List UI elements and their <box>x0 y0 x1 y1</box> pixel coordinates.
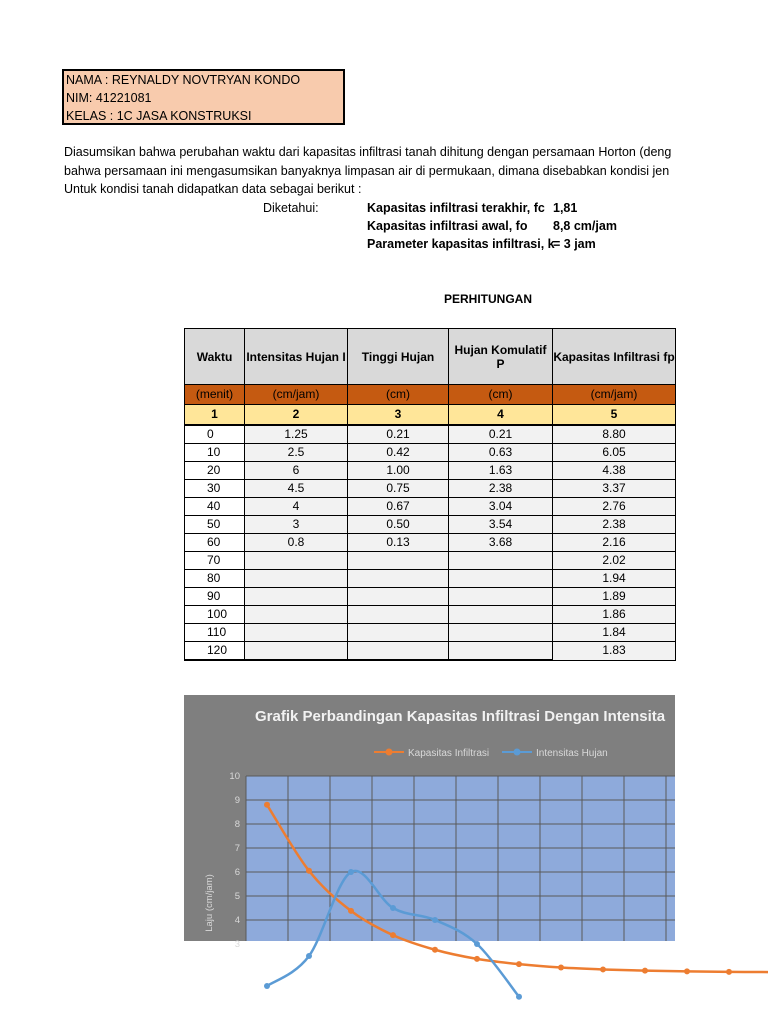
student-nim: NIM: 41221081 <box>66 91 152 105</box>
table-cell: 2.38 <box>449 480 553 498</box>
number-cell: 3 <box>348 405 449 426</box>
table-cell: 2.5 <box>245 444 348 462</box>
y-tick-label: 8 <box>234 819 240 830</box>
table-row <box>185 534 676 552</box>
unit-cell: (cm/jam) <box>245 385 348 405</box>
table-header-row <box>185 329 676 385</box>
table-cell: 40 <box>185 498 245 516</box>
unit-cell: (cm/jam) <box>553 385 676 405</box>
table-cell <box>348 624 449 642</box>
y-tick-label: 5 <box>234 891 240 902</box>
table-cell <box>449 642 553 661</box>
data-point <box>264 802 270 808</box>
table-cell: 0 <box>185 425 245 444</box>
y-tick-label: 9 <box>234 795 240 806</box>
table-cell: 3 <box>245 516 348 534</box>
unit-cell: (cm) <box>449 385 553 405</box>
table-cell: 1.84 <box>553 624 676 642</box>
description-paragraph <box>64 143 675 199</box>
table-cell: 90 <box>185 588 245 606</box>
identity-box <box>62 69 345 125</box>
header-intensitas: Intensitas Hujan I <box>245 329 348 385</box>
data-point <box>600 966 606 972</box>
unit-cell: (cm) <box>348 385 449 405</box>
table-row <box>185 425 676 444</box>
data-point <box>474 956 480 962</box>
table-cell: 0.75 <box>348 480 449 498</box>
table-cell: 0.8 <box>245 534 348 552</box>
table-cell: 4.5 <box>245 480 348 498</box>
data-point <box>348 869 354 875</box>
known-fc-value: 1,81 <box>553 201 578 215</box>
table-cell: 2.02 <box>553 552 676 570</box>
table-row <box>185 480 676 498</box>
table-cell: 50 <box>185 516 245 534</box>
table-cell: 1.94 <box>553 570 676 588</box>
y-tick-label: 4 <box>234 915 240 926</box>
legend-marker <box>514 749 521 756</box>
table-cell <box>449 606 553 624</box>
header-komulatif: Hujan Komulatif P <box>449 329 553 385</box>
known-fo-value: 8,8 cm/jam <box>553 219 617 233</box>
paragraph-line-1: Diasumsikan bahwa perubahan waktu dari kapasitas infiltrasi tanah dihitung dengan persamaan Horton (deng <box>64 145 672 159</box>
table-cell: 0.67 <box>348 498 449 516</box>
table-cell <box>449 570 553 588</box>
paragraph-line-3: Untuk kondisi tanah didapatkan data sebagai berikut : <box>64 182 362 196</box>
table-cell: 2.76 <box>553 498 676 516</box>
table-cell <box>348 642 449 661</box>
table-row <box>185 498 676 516</box>
data-point <box>516 994 522 1000</box>
data-point <box>558 965 564 971</box>
header-kapasitas: Kapasitas Infiltrasi fp <box>553 329 676 385</box>
table-cell: 1.86 <box>553 606 676 624</box>
data-point <box>474 941 480 947</box>
table-cell: 3.04 <box>449 498 553 516</box>
table-cell: 3.37 <box>553 480 676 498</box>
table-cell <box>245 606 348 624</box>
table-cell: 30 <box>185 480 245 498</box>
data-point <box>390 932 396 938</box>
table-cell: 120 <box>185 642 245 661</box>
table-cell: 0.63 <box>449 444 553 462</box>
table-cell: 1.00 <box>348 462 449 480</box>
number-cell: 4 <box>449 405 553 426</box>
table-number-row <box>185 405 676 426</box>
table-cell: 1.89 <box>553 588 676 606</box>
table-cell: 110 <box>185 624 245 642</box>
student-name: NAMA : REYNALDY NOVTRYAN KONDO <box>66 73 301 87</box>
known-fc-label: Kapasitas infiltrasi terakhir, fc <box>367 201 545 215</box>
section-title: PERHITUNGAN <box>444 292 533 306</box>
known-k-value: = 3 jam <box>553 237 596 251</box>
calculation-table <box>184 328 676 661</box>
table-cell <box>449 552 553 570</box>
table-cell: 4 <box>245 498 348 516</box>
table-row <box>185 570 676 588</box>
plot-area <box>246 776 675 941</box>
table-cell: 1.63 <box>449 462 553 480</box>
table-cell <box>245 624 348 642</box>
number-cell: 1 <box>185 405 245 426</box>
table-cell: 70 <box>185 552 245 570</box>
student-class: KELAS : 1C JASA KONSTRUKSI <box>66 109 252 123</box>
table-row <box>185 624 676 642</box>
table-cell <box>245 588 348 606</box>
table-cell: 0.13 <box>348 534 449 552</box>
table-unit-row <box>185 385 676 405</box>
table-cell <box>449 588 553 606</box>
table-row <box>185 552 676 570</box>
table-cell: 60 <box>185 534 245 552</box>
data-point <box>306 868 312 874</box>
table-row <box>185 606 676 624</box>
table-cell: 2.16 <box>553 534 676 552</box>
table-row <box>185 462 676 480</box>
table-cell <box>245 642 348 661</box>
data-point <box>432 947 438 953</box>
data-point <box>432 917 438 923</box>
y-tick-label: 3 <box>234 939 240 950</box>
table-cell: 100 <box>185 606 245 624</box>
data-point <box>306 953 312 959</box>
data-point <box>348 908 354 914</box>
chart-svg <box>184 695 675 950</box>
data-point <box>516 961 522 967</box>
data-point <box>642 968 648 974</box>
y-axis-label: Laju (cm/jam) <box>204 874 215 932</box>
known-fo-label: Kapasitas infiltrasi awal, fo <box>367 219 528 233</box>
legend-label: Intensitas Hujan <box>536 748 608 759</box>
table-cell: 6 <box>245 462 348 480</box>
table-cell: 20 <box>185 462 245 480</box>
y-tick-label: 7 <box>234 843 240 854</box>
table-cell <box>245 552 348 570</box>
table-row <box>185 444 676 462</box>
table-cell: 1.25 <box>245 425 348 444</box>
table-cell: 8.80 <box>553 425 676 444</box>
table-cell <box>348 570 449 588</box>
y-tick-label: 10 <box>229 771 240 782</box>
known-label: Diketahui: <box>263 201 319 215</box>
header-waktu: Waktu <box>185 329 245 385</box>
paragraph-line-2: bahwa persamaan ini mengasumsikan banyaknya limpasan air di permukaan, dimana disebabkan kondisi jen <box>64 163 670 178</box>
chart-title: Grafik Perbandingan Kapasitas Infiltrasi Dengan Intensita <box>255 708 666 725</box>
table-cell: 10 <box>185 444 245 462</box>
number-cell: 2 <box>245 405 348 426</box>
table-cell: 4.38 <box>553 462 676 480</box>
legend-marker <box>386 749 393 756</box>
table-row <box>185 516 676 534</box>
table-cell <box>245 570 348 588</box>
table-cell: 2.38 <box>553 516 676 534</box>
number-cell: 5 <box>553 405 676 426</box>
y-tick-label: 6 <box>234 867 240 878</box>
table-cell <box>449 624 553 642</box>
data-point <box>684 968 690 974</box>
table-cell <box>348 606 449 624</box>
table-cell: 6.05 <box>553 444 676 462</box>
table-row <box>185 588 676 606</box>
table-cell <box>348 588 449 606</box>
data-point <box>390 905 396 911</box>
table-cell: 0.21 <box>449 425 553 444</box>
table-cell: 1.83 <box>553 642 676 661</box>
table-cell: 3.68 <box>449 534 553 552</box>
data-point <box>264 983 270 989</box>
infiltration-chart <box>184 695 675 950</box>
table-cell: 0.21 <box>348 425 449 444</box>
unit-cell: (menit) <box>185 385 245 405</box>
header-tinggi: Tinggi Hujan <box>348 329 449 385</box>
known-k-label: Parameter kapasitas infiltrasi, k <box>367 237 555 251</box>
table-cell: 3.54 <box>449 516 553 534</box>
legend-label: Kapasitas Infiltrasi <box>408 748 490 759</box>
table-cell: 0.42 <box>348 444 449 462</box>
data-point <box>726 969 732 975</box>
table-cell: 80 <box>185 570 245 588</box>
table-cell <box>348 552 449 570</box>
table-row <box>185 642 676 661</box>
table-cell: 0.50 <box>348 516 449 534</box>
